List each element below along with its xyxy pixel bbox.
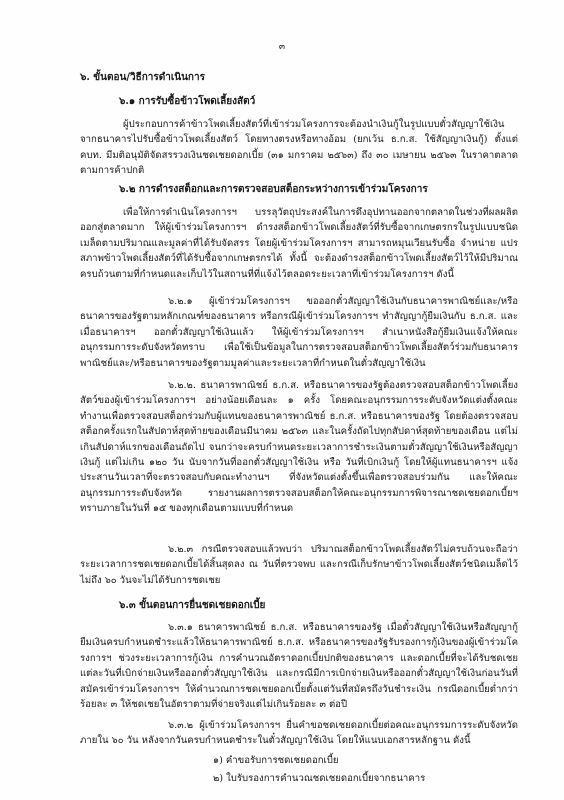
subsection-title-6-3: ๖.๓ ขั้นตอนการยื่นชดเชยดอกเบี้ย (119, 600, 266, 611)
paragraph-6-3-1: ๖.๓.๑ ธนาคารพาณิชย์ ธ.ก.ส. หรือธนาคารของรัฐ เมื่อตั๋วสัญญาใช้เงินหรือสัญญากู้ยืมเงินครบกำหนดชำระแล้วให้ธนาคารพาณิชย์ ธ.ก.ส. หรือธนาคารของรัฐรับรองการกู้เงินของผู้เข้าร่วมโครงการฯ ช่วงระยะเวลาการกู้เงิน การคำนวณอัตราดอกเบี้ยปกติของธนาคาร และดอกเบี้ยที่จะได้รับชดเชยแต่ละวันที่เบิกจ่ายเงินหรือออกตั๋วสัญญาใช้เงิน และกรณีมีการเบิกจ่ายเงินหรือออกตั๋วสัญญาใช้เงินก่อนวันที่สมัครเข้าร่วมโครงการฯ ให้คำนวณการชดเชยดอกเบี้ยตั้งแต่วันที่สมัครถึงวันชำระเงิน กรณีดอกเบี้ยต่ำกว่าร้อยละ ๓ ให้ชดเชยในอัตราตามที่จ่ายจริงแต่ไม่เกินร้อยละ ๓ ต่อปี (80, 622, 518, 711)
paragraph-6-2-2: ๖.๒.๒. ธนาคารพาณิชย์ ธ.ก.ส. หรือธนาคารของรัฐต้องตรวจสอบสต็อกข้าวโพดเลี้ยงสัตว์ของผู้เข้าร่วมโครงการฯ อย่างน้อยเดือนละ ๑ ครั้ง โดยคณะอนุกรรมการระดับจังหวัดแต่งตั้งคณะทำงานเพื่อตรวจสอบสต็อกร่วมกับผู้แทนของธนาคารพาณิชย์ ธ.ก.ส. หรือธนาคารของรัฐ โดยต้องตรวจสอบสต็อกครั้งแรกในสัปดาห์สุดท้ายของเดือนมีนาคม ๒๕๖๓ และในครั้งถัดไปทุกสัปดาห์สุดท้ายของเดือน แต่ไม่เกินสัปดาห์แรกของเดือนถัดไป จนกว่าจะครบกำหนดระยะเวลาการชำระเงินตามตั๋วสัญญาใช้เงินหรือสัญญาเงินกู้ แต่ไม่เกิน ๑๒๐ วัน นับจากวันที่ออกตั๋วสัญญาใช้เงิน หรือ วันที่เบิกเงินกู้ โดยให้ผู้แทนธนาคารฯ แจ้งประสานวันเวลาที่จะตรวจสอบกับคณะทำงานฯ ที่จังหวัดแต่งตั้งขึ้นเพื่อตรวจสอบร่วมกัน และให้คณะอนุกรรมการระดับจังหวัด รายงานผลการตรวจสอบสต็อกให้คณะอนุกรรมการพิจารณาชดเชยดอกเบี้ยฯ ทราบภายในวันที่ ๑๕ ของทุกเดือนตามแบบที่กำหนด (80, 380, 518, 515)
page-number: ๓ (278, 42, 286, 52)
attachment-item: ๑) คำขอรับการชดเชยดอกเบี้ย (213, 755, 339, 766)
paragraph-6-3-2: ๖.๓.๒ ผู้เข้าร่วมโครงการฯ ยื่นคำขอชดเชยดอกเบี้ยต่อคณะอนุกรรมการระดับจังหวัดภายใน ๖๐ วัน หลังจากวันครบกำหนดชำระในตั๋วสัญญาใช้เงิน โดยให้แนบเอกสารหลักฐาน ดังนี้ (80, 720, 518, 747)
paragraph-6-1: ผู้ประกอบการค้าข้าวโพดเลี้ยงสัตว์ที่เข้าร่วมโครงการจะต้องนำเงินกู้ในรูปแบบตั๋วสัญญาใช้เงินจากธนาคารไปรับซื้อข้าวโพดเลี้ยงสัตว์ โดยทางตรงหรือทางอ้อม (ยกเว้น ธ.ก.ส. ใช้สัญญาเงินกู้) ตั้งแต่ คบท. มีมติอนุมัติจัดสรรวงเงินชดเชยดอกเบี้ย (๓๑ มกราคม ๒๕๖๓) ถึง ๓๐ เมษายน ๒๕๖๓ ในราคาตลาดตามการค้าปกติ (80, 119, 518, 177)
attachment-item: ๒) ใบรับรองการคำนวณชดเชยดอกเบี้ยจากธนาคาร (213, 773, 426, 784)
paragraph-6-2-1: ๖.๒.๑ ผู้เข้าร่วมโครงการฯ ขอออกตั๋วสัญญาใช้เงินกับธนาคารพาณิชย์และ/หรือธนาคารของรัฐตามหลักเกณฑ์ของธนาคาร หรือกรณีผู้เข้าร่วมโครงการฯ ทำสัญญากู้ยืมเงินกับ ธ.ก.ส. และเมื่อธนาคารฯ ออกตั๋วสัญญาใช้เงินแล้ว ให้ผู้เข้าร่วมโครงการฯ สำเนาหนังสือกู้ยืมเงินแจ้งให้คณะอนุกรรมการระดับจังหวัดทราบ เพื่อใช้เป็นข้อมูลในการตรวจสอบสต็อกข้าวโพดเลี้ยงสัตว์ร่วมกับธนาคารพาณิชย์และ/หรือธนาคารของรัฐตามมูลค่าและระยะเวลาที่กำหนดในตั๋วสัญญาใช้เงิน (80, 296, 518, 369)
paragraph-6-2-3: ๖.๒.๓ กรณีตรวจสอบแล้วพบว่า ปริมาณสต็อกข้าวโพดเลี้ยงสัตว์ไม่ครบถ้วนจะถือว่าระยะเวลาการชดเชยดอกเบี้ยได้สิ้นสุดลง ณ วันที่ตรวจพบ และกรณีเก็บรักษาข้าวโพดเลี้ยงสัตว์ชนิดเมล็ดไว้ไม่ถึง ๖๐ วันจะไม่ได้รับการชดเชย (80, 544, 518, 586)
section-heading: ๖. ขั้นตอน/วิธีการดำเนินการ (80, 72, 205, 83)
subsection-title-6-2: ๖.๒ การดำรงสต็อกและการตรวจสอบสต็อกระหว่างการเข้าร่วมโครงการ (119, 184, 428, 195)
paragraph-6-2: เพื่อให้การดำเนินโครงการฯ บรรลุวัตถุประสงค์ในการดึงอุปทานออกจากตลาดในช่วงที่ผลผลิตออกสู่ตลาดมาก ให้ผู้เข้าร่วมโครงการฯ ดำรงสต็อกข้าวโพดเลี้ยงสัตว์ที่รับซื้อจากเกษตรกรในรูปแบบชนิดเมล็ดตามปริมาณและมูลค่าที่ได้รับจัดสรร โดยผู้เข้าร่วมโครงการฯ สามารถหมุนเวียนรับซื้อ จำหน่าย แปรสภาพข้าวโพดเลี้ยงสัตว์ที่ได้รับซื้อจากเกษตรกรได้ ทั้งนี้ จะต้องดำรงสต็อกข้าวโพดเลี้ยงสัตว์ไว้ให้มีปริมาณครบถ้วนตามที่กำหนดและเก็บไว้ในสถานที่ที่แจ้งไว้ตลอดระยะเวลาที่เข้าร่วมโครงการฯ ดังนี้ (80, 207, 518, 280)
subsection-title-6-1: ๖.๑ การรับซื้อข้าวโพดเลี้ยงสัตว์ (119, 96, 256, 107)
